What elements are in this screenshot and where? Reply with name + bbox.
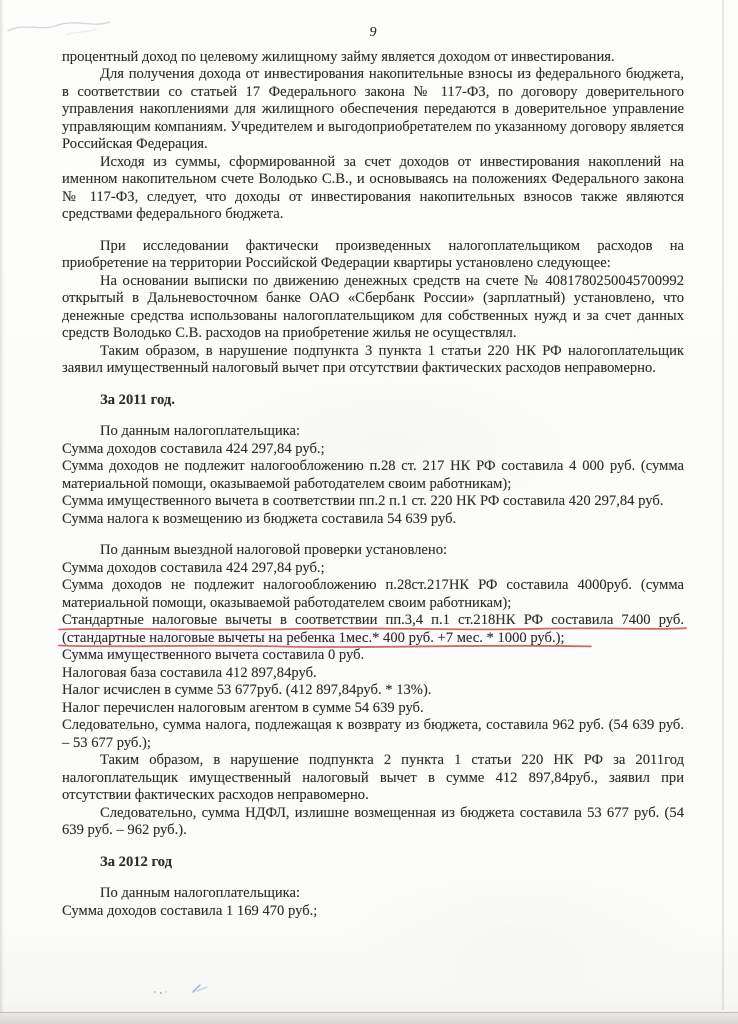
tax-line xyxy=(62,717,684,752)
paragraph xyxy=(62,273,684,343)
paragraph-text: Для получения дохода от инвестирования накопительные взносы из федерального бюджета, в соответствии со статьей 17 Федерального закона № 117-ФЗ, по договору доверительного управления накоплениями для жилищного обеспечения передаются в доверительное управление управляющим компаниям. Учредителем и выгодоприобретателем по указанному договору является Российская Федерация. xyxy=(62,66,684,152)
paragraph xyxy=(62,805,684,840)
paragraph xyxy=(62,423,684,441)
tax-line-text: Сумма доходов составила 1 169 470 руб.; xyxy=(62,902,318,919)
tax-line-text: Сумма доходов не подлежит налогообложению п.28ст.217НК РФ составила 4000руб. (сумма материальной помощи, оказываемой работодателем своим работникам); xyxy=(62,577,684,611)
tax-line xyxy=(62,560,684,578)
tax-line-text: Налог исчислен в сумме 53 677руб. (412 897,84руб. * 13%). xyxy=(62,682,432,698)
tax-line-underlined xyxy=(62,612,684,630)
section-heading-2011 xyxy=(62,392,684,410)
tax-line-text: (стандартные налоговые вычеты на ребенка 1мес.* 400 руб. +7 мес. * 1000 руб.); xyxy=(62,629,565,646)
tax-line xyxy=(62,647,684,665)
paragraph xyxy=(62,154,684,224)
scan-edge-left xyxy=(0,0,4,1024)
paragraph xyxy=(62,885,684,903)
tax-line xyxy=(62,493,684,511)
section-heading-2012 xyxy=(62,854,684,872)
tax-line-underlined xyxy=(62,630,684,648)
heading-text: За 2011 год. xyxy=(100,391,175,408)
paragraph xyxy=(62,343,684,378)
tax-line-text: Налог перечислен налоговым агентом в сумме 54 639 руб. xyxy=(62,699,424,716)
heading-text: За 2012 год xyxy=(100,853,173,870)
tax-line xyxy=(62,577,684,612)
paragraph-text: По данным выездной налоговой проверки установлено: xyxy=(100,542,448,558)
tax-line xyxy=(62,700,684,718)
tax-line-text: Сумма доходов составила 424 297,84 руб.; xyxy=(62,440,325,457)
scan-edge-right xyxy=(722,0,724,1010)
paragraph-text: По данным налогоплательщика: xyxy=(100,885,301,901)
paragraph-text: Таким образом, в нарушение подпункта 2 пункта 1 статьи 220 НК РФ за 2011год налогоплательщик имущественный налоговый вычет в сумме 412 897,84руб., заявил при отсутствии фактических расходов неправомерно. xyxy=(62,752,684,803)
tax-line xyxy=(62,458,684,493)
tax-line-text: Сумма имущественного вычета составила 0 руб. xyxy=(62,647,365,663)
tax-line xyxy=(62,903,684,921)
paragraph xyxy=(62,238,684,273)
scan-edge-bottom xyxy=(0,1012,738,1024)
tax-line xyxy=(62,511,684,529)
tax-line xyxy=(62,665,684,683)
paragraph xyxy=(62,542,684,560)
tax-line-text: Следовательно, сумма налога, подлежащая к возврату из бюджета, составила 962 руб. (54 639 руб. – 53 677 руб.); xyxy=(62,717,684,751)
paragraph-text: При исследовании фактически произведенных налогоплательщиком расходов на приобретение на территории Российской Федерации квартиры установлено следующее: xyxy=(62,237,684,271)
paragraph-text: Таким образом, в нарушение подпункта 3 пункта 1 статьи 220 НК РФ налогоплательщик заявил имущественный налоговый вычет при отсутствии фактических расходов неправомерно. xyxy=(62,342,684,376)
paragraph xyxy=(62,66,684,154)
paragraph xyxy=(62,752,684,805)
paragraph-text: Исходя из суммы, сформированной за счет доходов от инвестирования накоплений на именном накопительном счете Володько С.В., и основываясь на положениях Федерального закона № 117-ФЗ, следует, что доходы от инвестирования накопительных взносов также являются средствами федерального бюджета. xyxy=(62,153,684,222)
paragraph-text: На основании выписки по движению денежных средств на счете № 4081780250045700992 открытый в Дальневосточном банке ОАО «Сбербанк России» (зарплатный) установлено, что денежные средства использованы налогоплательщиком для собственных нужд и за счет данных средств Володько С.В. расходов на приобретение жилья не осуществлял. xyxy=(62,272,684,341)
tax-line-text: Сумма имущественного вычета в соответствии пп.2 п.1 ст. 220 НК РФ составила 420 297,84 руб. xyxy=(62,493,664,509)
paragraph-text: По данным налогоплательщика: xyxy=(100,423,301,439)
tax-line-text: Сумма доходов не подлежит налогообложению п.28 ст. 217 НК РФ составила 4 000 руб. (сумма материальной помощи, оказываемой работодателем своим работникам); xyxy=(62,458,684,492)
paragraph xyxy=(62,49,684,67)
paragraph-text: процентный доход по целевому жилищному займу является доходом от инвестирования. xyxy=(62,48,615,65)
tax-line-text: Стандартные налоговые вычеты в соответствии пп.3,4 п.1 ст.218НК РФ составила 7400 руб. xyxy=(62,612,684,628)
pen-mark xyxy=(145,978,225,1000)
tax-line-text: Сумма налога к возмещению из бюджета составила 54 639 руб. xyxy=(62,510,457,527)
paragraph-text: Следовательно, сумма НДФЛ, излишне возмещенная из бюджета составила 53 677 руб. (54 639 руб. – 962 руб.). xyxy=(62,804,684,838)
document-body xyxy=(62,24,684,920)
page-number: 9 xyxy=(369,25,377,40)
tax-line-text: Налоговая база составила 412 897,84руб. xyxy=(62,664,317,681)
tax-line xyxy=(62,441,684,459)
tax-line-text: Сумма доходов составила 424 297,84 руб.; xyxy=(62,559,325,576)
tax-line xyxy=(62,682,684,700)
